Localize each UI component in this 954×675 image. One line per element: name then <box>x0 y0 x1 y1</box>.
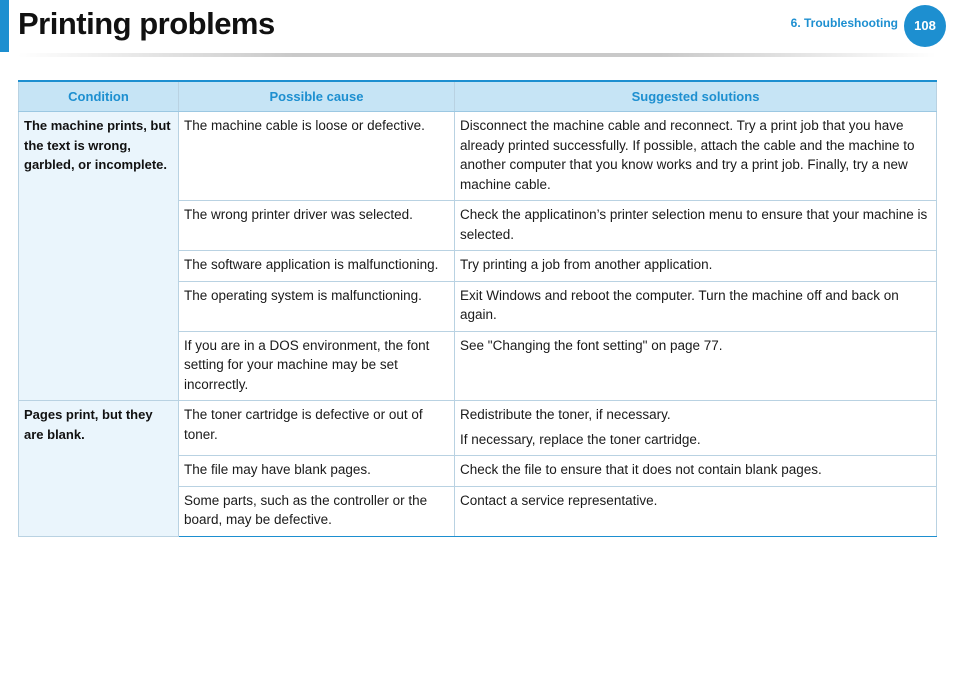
solution-cell <box>455 281 937 331</box>
cause-cell: The machine cable is loose or defective. <box>179 112 455 201</box>
solution-cell <box>455 486 937 536</box>
table-row <box>19 401 937 456</box>
solution-cell <box>455 401 937 456</box>
solution-text: Contact a service representative. <box>460 492 658 508</box>
table-row <box>19 112 937 201</box>
troubleshooting-table <box>18 80 937 537</box>
column-header-cause: Possible cause <box>179 81 455 112</box>
solution-text: Check the applicatinon’s printer selection menu to ensure that your machine is selected. <box>460 207 928 242</box>
column-header-solutions: Suggested solutions <box>455 81 937 112</box>
solution-text: Try printing a job from another application. <box>460 257 713 272</box>
cause-cell: If you are in a DOS environment, the font setting for your machine may be set incorrectly. <box>179 331 455 401</box>
solution-text: Redistribute the toner, if necessary. <box>460 407 671 422</box>
solution-cell <box>455 331 937 401</box>
header-divider <box>18 53 936 57</box>
page-number-badge: 108 <box>904 5 946 47</box>
condition-cell: The machine prints, but the text is wrong, garbled, or incomplete. <box>19 112 179 401</box>
solution-cell <box>455 201 937 251</box>
solution-text: Exit Windows and reboot the computer. Turn the machine off and back on again. <box>460 287 899 322</box>
chapter-label: 6. Troubleshooting <box>790 16 898 30</box>
solution-cell <box>455 456 937 487</box>
solution-text: Check the file to ensure that it does not contain blank pages. <box>460 462 822 477</box>
cause-cell: The wrong printer driver was selected. <box>179 201 455 251</box>
title-accent-bar <box>0 0 9 52</box>
cause-cell: Some parts, such as the controller or the board, may be defective. <box>179 486 455 536</box>
cause-cell: The software application is malfunctioning. <box>179 251 455 282</box>
solution-text: If necessary, replace the toner cartridge. <box>460 431 701 447</box>
solution-text: Disconnect the machine cable and reconnect. Try a print job that you have already printed successfully. If possible, attach the cable and the machine to another computer that you know works and try a print job. Finally, try a new machine cable. <box>460 118 915 192</box>
solution-cell <box>455 112 937 201</box>
table-header-row <box>19 81 937 112</box>
cause-cell: The file may have blank pages. <box>179 456 455 487</box>
cause-cell: The operating system is malfunctioning. <box>179 281 455 331</box>
solution-text: See "Changing the font setting" on page 77. <box>460 337 723 353</box>
cause-cell: The toner cartridge is defective or out of toner. <box>179 401 455 456</box>
column-header-condition: Condition <box>19 81 179 112</box>
page-title: Printing problems <box>18 6 275 41</box>
solution-cell <box>455 251 937 282</box>
condition-cell: Pages print, but they are blank. <box>19 401 179 537</box>
